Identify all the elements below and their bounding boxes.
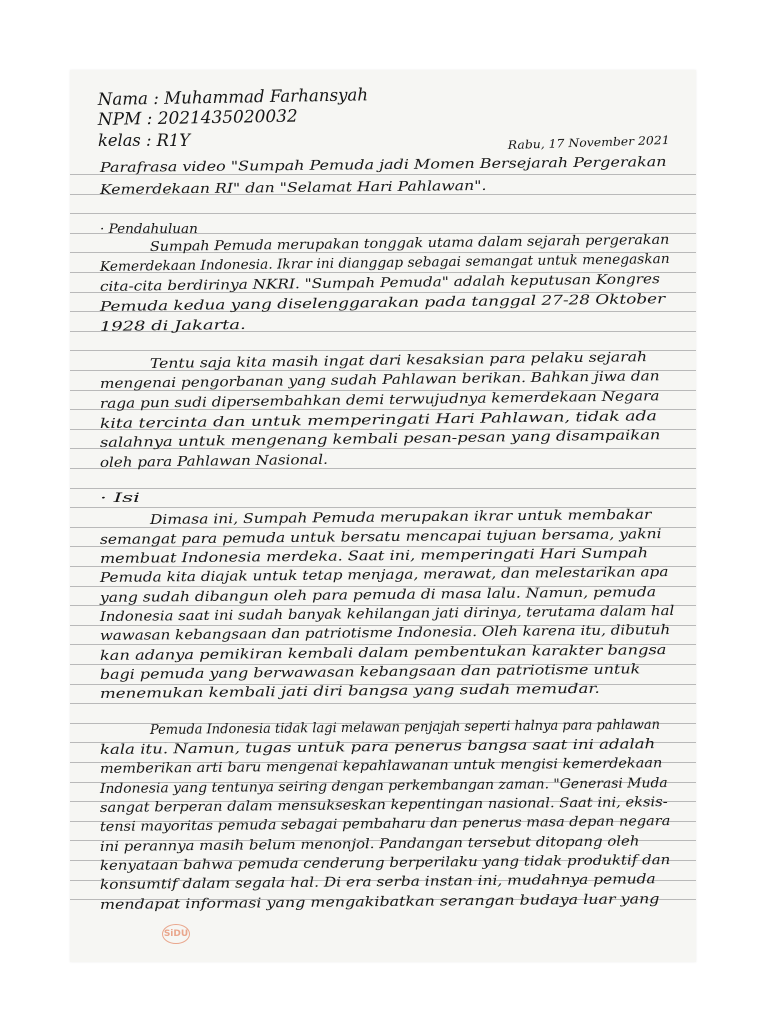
- ruled-line: [70, 213, 696, 214]
- student-npm: NPM : 2021435020032: [97, 106, 298, 130]
- paragraph-line: bagi pemuda yang berwawasan kebangsaan dan patriotisme untuk: [99, 662, 641, 683]
- paragraph-line: salahnya untuk mengenang kembali pesan-pesan yang disampaikan: [99, 428, 661, 451]
- paragraph-line: ini perannya masih belum menonjol. Pandangan tersebut ditopang oleh: [99, 834, 640, 855]
- paragraph-line: tensi mayoritas pemuda sebagai pembaharu dan penerus masa depan negara: [99, 814, 671, 835]
- paragraph-line: membuat Indonesia merdeka. Saat ini, memperingati Hari Sumpah: [99, 546, 649, 567]
- ruled-line: [70, 488, 696, 489]
- paragraph-line: yang sudah dibangun oleh para pemuda di masa lalu. Namun, pemuda: [99, 585, 657, 606]
- sidu-logo: SiDU: [162, 924, 190, 944]
- section-heading-isi: · Isi: [100, 491, 140, 506]
- paragraph-line: raga pun sudi dipersembahkan demi terwujudnya kemerdekaan Negara: [99, 389, 660, 412]
- paragraph-line: Pemuda kita diajak untuk tetap menjaga, merawat, dan melestarikan apa: [99, 565, 669, 586]
- title-line: Kemerdekaan RI" dan "Selamat Hari Pahlawan".: [99, 178, 487, 198]
- paragraph-line: sangat berperan dalam mensukseskan kepentingan nasional. Saat ini, eksis-: [99, 795, 668, 816]
- paragraph-line: oleh para Pahlawan Nasional.: [99, 452, 329, 471]
- paragraph-line: Pemuda kedua yang diselenggarakan pada tanggal 27-28 Oktober: [99, 292, 666, 315]
- paragraph-line: menemukan kembali jati diri bangsa yang sudah memudar.: [99, 681, 600, 702]
- paragraph-line: Dimasa ini, Sumpah Pemuda merupakan ikrar untuk membakar: [149, 507, 652, 528]
- paragraph-line: 1928 di Jakarta.: [99, 317, 246, 335]
- paragraph-line: Indonesia saat ini sudah banyak kehilangan jati dirinya, terutama dalam hal: [99, 603, 675, 625]
- paragraph-line: mendapat informasi yang mengakibatkan serangan budaya luar yang: [99, 892, 660, 913]
- notebook-page: [70, 70, 696, 962]
- paragraph-line: wawasan kebangsaan dan patriotisme Indonesia. Oleh karena itu, dibutuh: [99, 623, 671, 644]
- paragraph-line: semangat para pemuda untuk bersatu mencapai tujuan bersama, yakni: [99, 527, 662, 548]
- paragraph-line: kala itu. Namun, tugas untuk para penerus bangsa saat ini adalah: [99, 737, 656, 758]
- paragraph-line: kita tercinta dan untuk memperingati Hari Pahlawan, tidak ada: [99, 409, 657, 432]
- paragraph-line: kan adanya pemikiran kembali dalam pembentukan karakter bangsa: [99, 643, 667, 664]
- paragraph-line: Tentu saja kita masih ingat dari kesaksian para pelaku sejarah: [149, 350, 648, 372]
- paragraph-line: mengenai pengorbanan yang sudah Pahlawan berikan. Bahkan jiwa dan: [99, 369, 660, 392]
- paragraph-line: Kemerdekaan Indonesia. Ikrar ini dianggap sebagai semangat untuk menegaskan: [99, 252, 670, 275]
- ruled-line: [70, 703, 696, 704]
- section-heading-pendahuluan: · Pendahuluan: [100, 222, 198, 237]
- paragraph-line: cita-cita berdirinya NKRI. "Sumpah Pemuda" adalah keputusan Kongres: [99, 272, 660, 295]
- paragraph-line: Sumpah Pemuda merupakan tonggak utama dalam sejarah pergerakan: [149, 232, 670, 255]
- title-line: Parafrasa video "Sumpah Pemuda jadi Momen Bersejarah Pergerakan: [99, 155, 667, 176]
- student-class: kelas : R1Y: [98, 131, 191, 151]
- paragraph-line: memberikan arti baru mengenai kepahlawanan untuk mengisi kemerdekaan: [99, 756, 663, 777]
- paragraph-line: Pemuda Indonesia tidak lagi melawan penjajah seperti halnya para pahlawan: [149, 717, 661, 738]
- paragraph-line: konsumtif dalam segala hal. Di era serba instan ini, mudahnya pemuda: [99, 872, 656, 893]
- paragraph-line: kenyataan bahwa pemuda cenderung berperilaku yang tidak produktif dan: [99, 853, 671, 874]
- paragraph-line: Indonesia yang tentunya seiring dengan perkembangan zaman. "Generasi Muda: [99, 776, 668, 797]
- date-label: Rabu, 17 November 2021: [507, 132, 670, 152]
- student-name: Nama : Muhammad Farhansyah: [97, 85, 369, 110]
